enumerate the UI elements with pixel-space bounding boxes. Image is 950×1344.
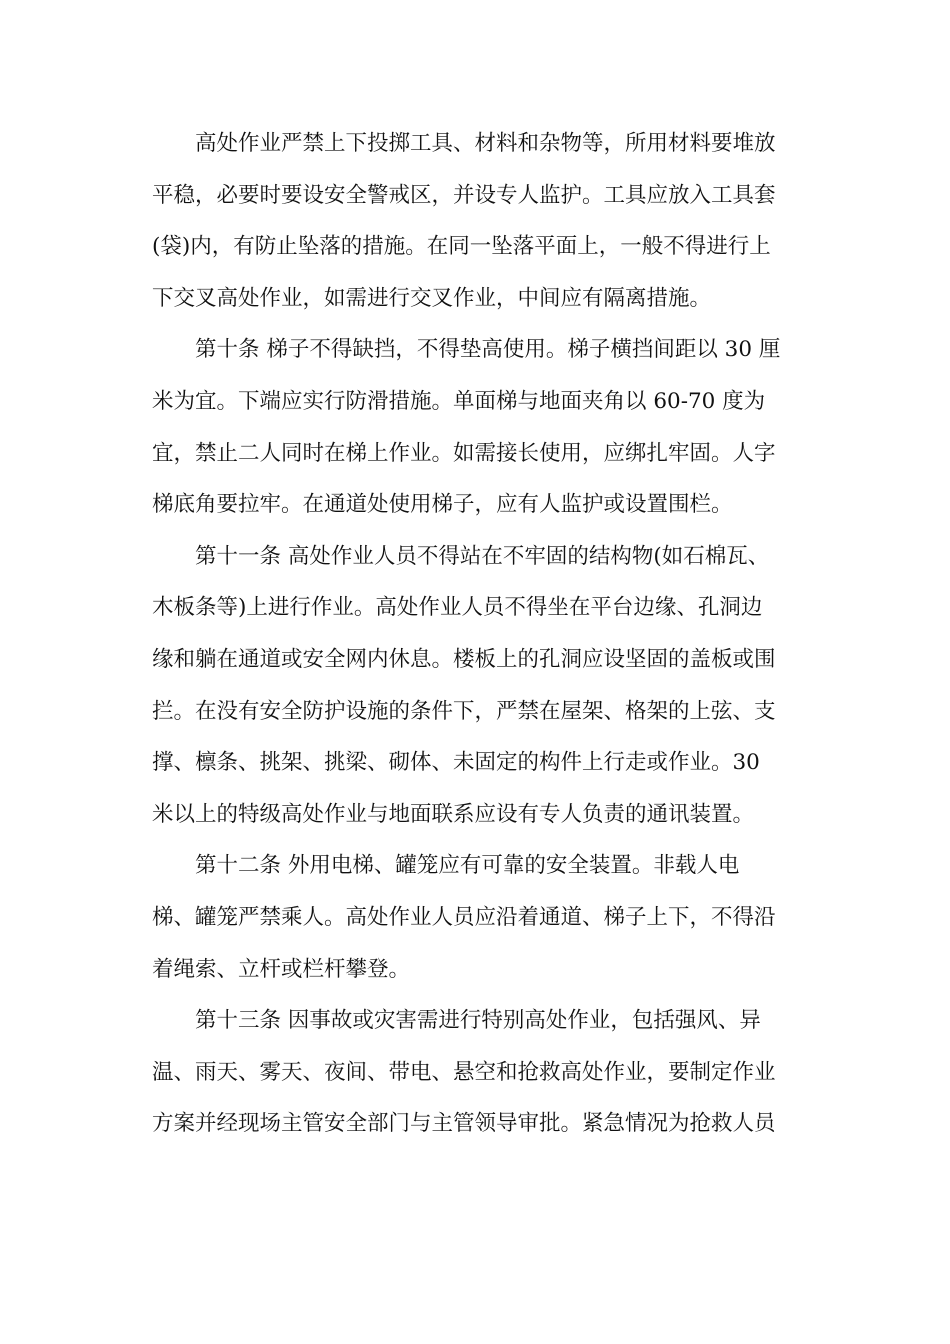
- text-line: 平稳，必要时要设安全警戒区，并设专人监护。工具应放入工具套: [152, 182, 776, 208]
- text-line: 缘和躺在通道或安全网内休息。楼板上的孔洞应设坚固的盖板或围: [152, 646, 776, 672]
- document-body: [152, 118, 802, 1150]
- text-line: 高处作业严禁上下投掷工具、材料和杂物等，所用材料要堆放: [195, 131, 776, 156]
- text-line: (袋)内，有防止坠落的措施。在同一坠落平面上，一般不得进行上: [152, 234, 771, 260]
- text-line: 拦。在没有安全防护设施的条件下，严禁在屋架、格架的上弦、支: [152, 698, 776, 724]
- text-line: 梯、罐笼严禁乘人。高处作业人员应沿着通道、梯子上下，不得沿: [152, 904, 776, 930]
- text-line: 方案并经现场主管安全部门与主管领导审批。紧急情况为抢救人员: [152, 1111, 776, 1137]
- text-line: 第十条 梯子不得缺挡，不得垫高使用。梯子横挡间距以 30 厘: [195, 337, 781, 363]
- text-line: 温、雨天、雾天、夜间、带电、悬空和抢救高处作业，要制定作业: [152, 1059, 776, 1085]
- text-line: 米以上的特级高处作业与地面联系应设有专人负责的通讯装置。: [152, 801, 755, 827]
- text-line: 宜，禁止二人同时在梯上作业。如需接长使用，应绑扎牢固。人字: [152, 440, 776, 466]
- text-line: 木板条等)上进行作业。高处作业人员不得坐在平台边缘、孔洞边: [152, 595, 763, 621]
- text-line: 第十二条 外用电梯、罐笼应有可靠的安全装置。非载人电: [195, 853, 740, 879]
- text-line: 撑、檩条、挑架、挑梁、砌体、未固定的构件上行走或作业。30: [152, 750, 760, 776]
- text-line: 着绳索、立杆或栏杆攀登。: [152, 956, 411, 982]
- text-line: 下交叉高处作业，如需进行交叉作业，中间应有隔离措施。: [152, 285, 712, 311]
- text-line: 第十一条 高处作业人员不得站在不牢固的结构物(如石棉瓦、: [195, 543, 770, 569]
- text-line: 梯底角要拉牢。在通道处使用梯子，应有人监护或设置围栏。: [152, 492, 733, 518]
- text-line: 米为宜。下端应实行防滑措施。单面梯与地面夹角以 60-70 度为: [152, 388, 766, 414]
- text-line: 第十三条 因事故或灾害需进行特别高处作业，包括强风、异: [195, 1008, 761, 1034]
